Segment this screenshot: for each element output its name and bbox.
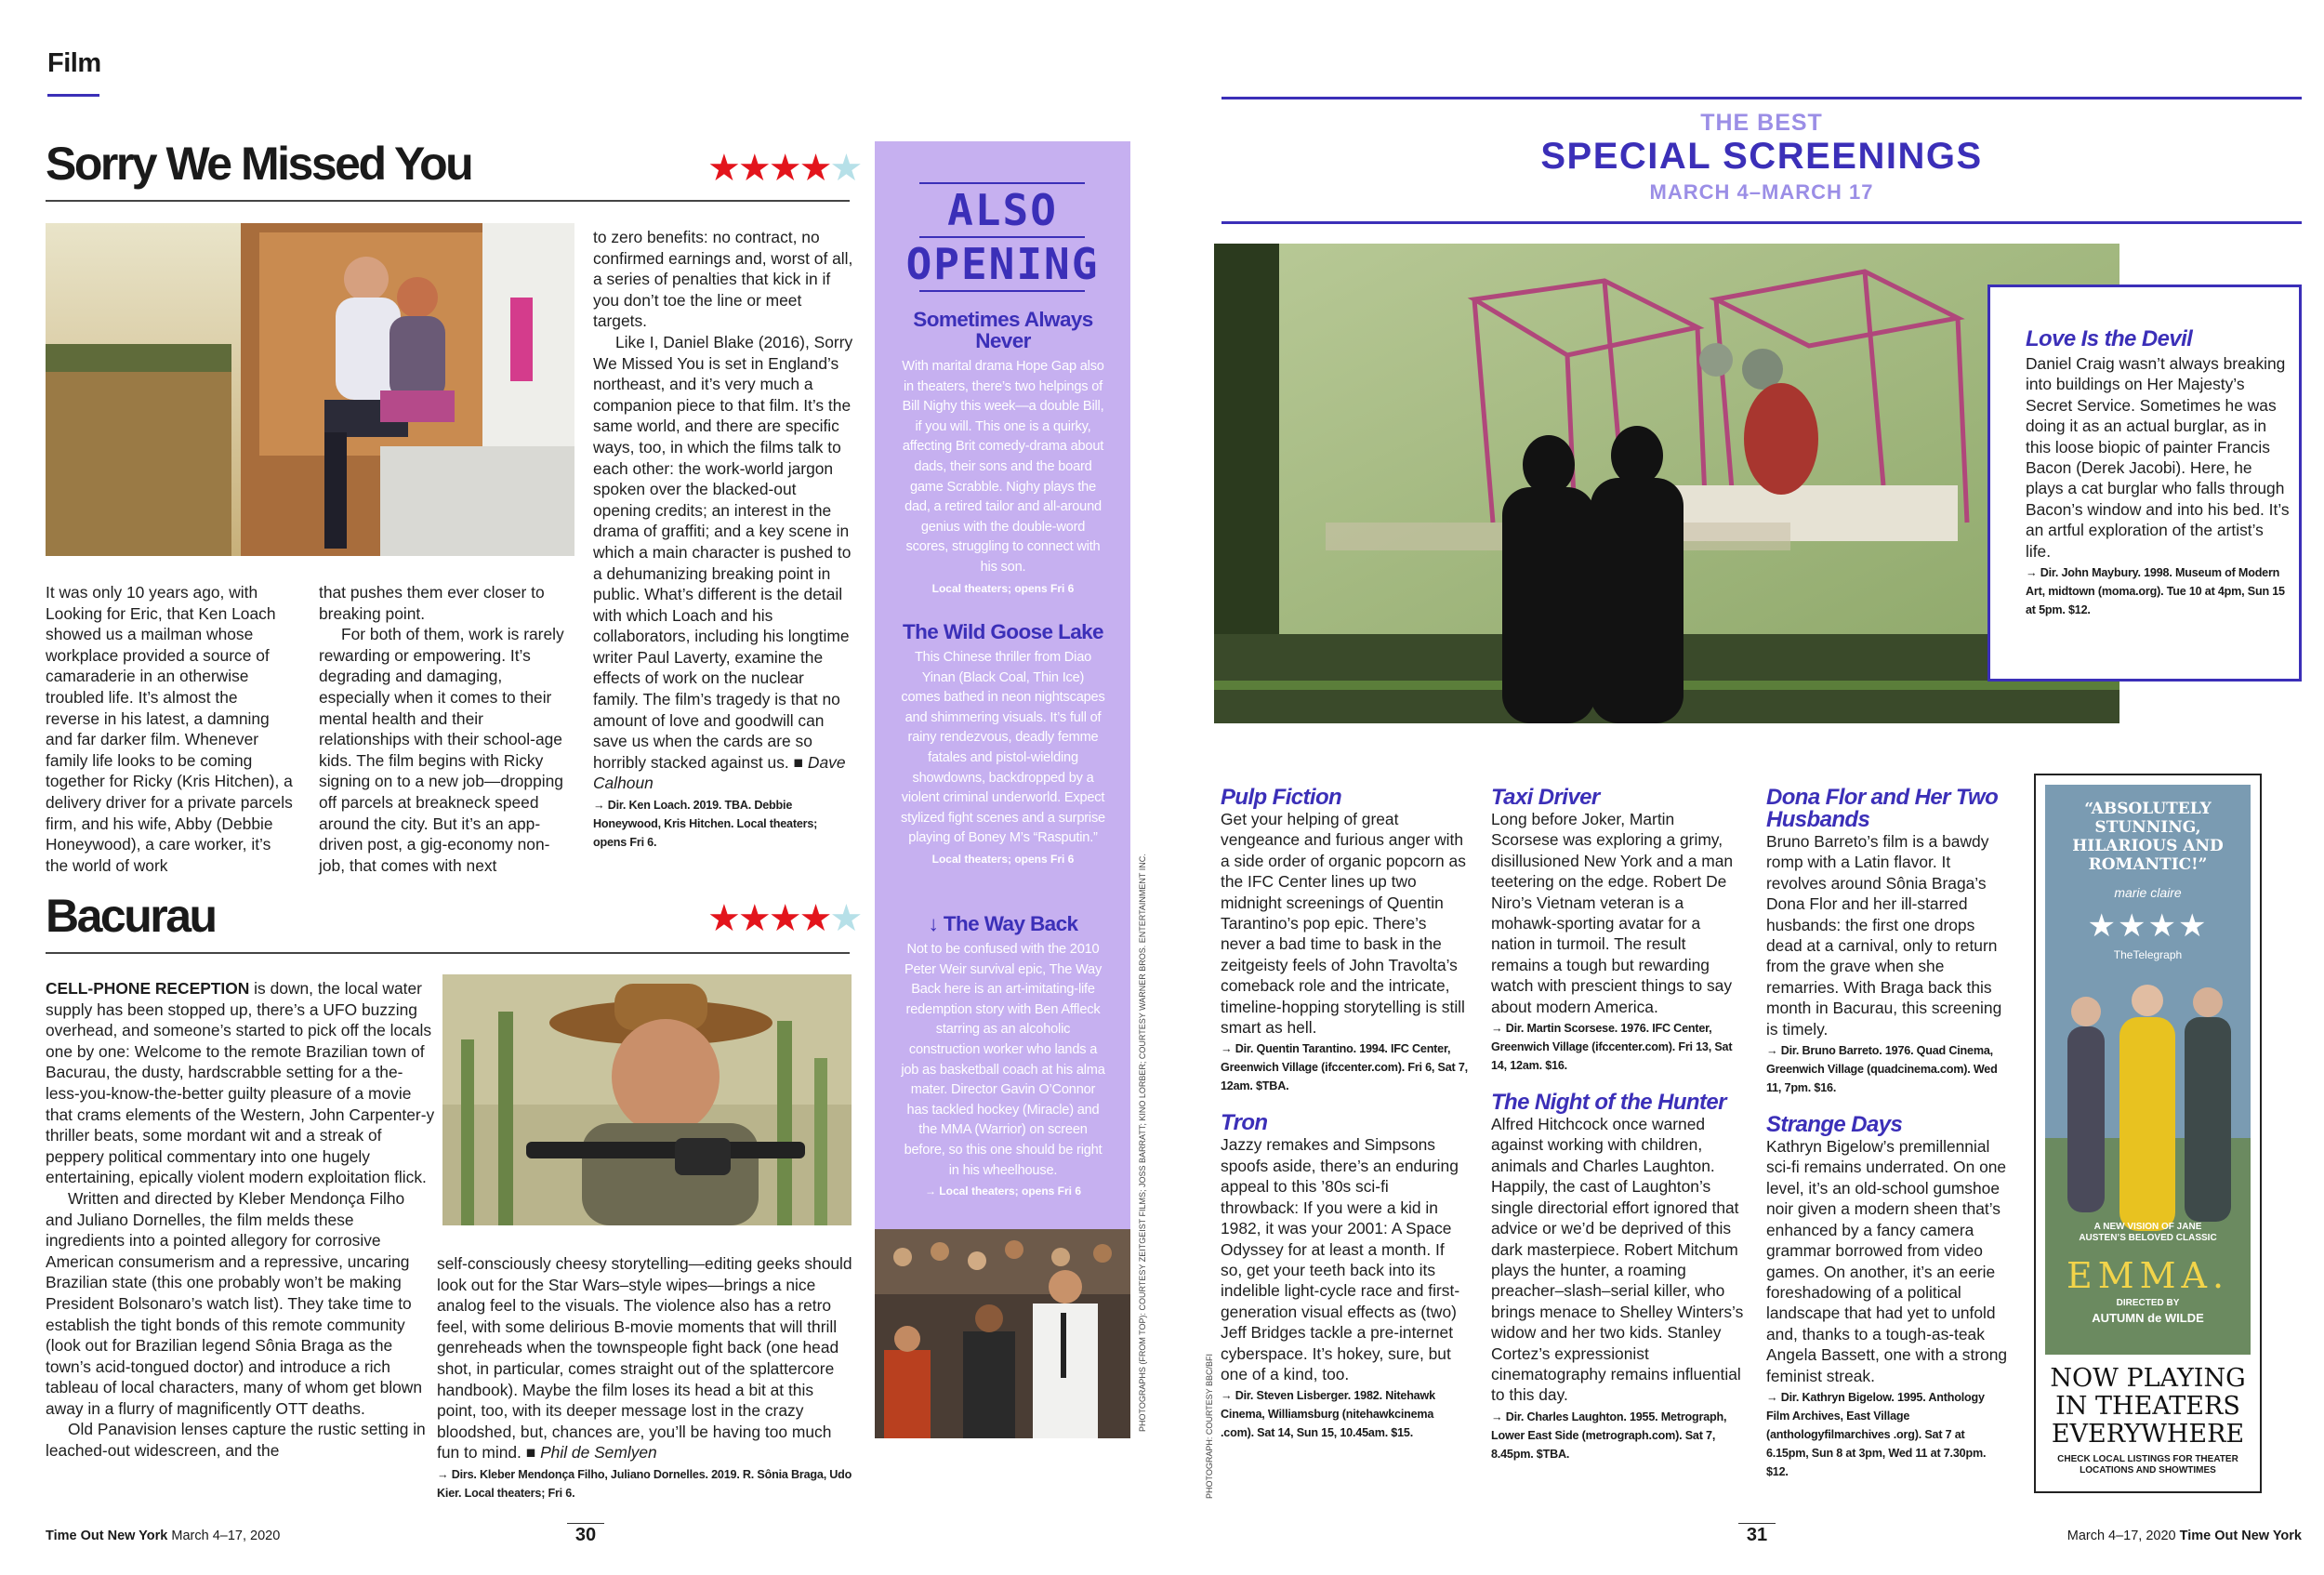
star-rating	[707, 900, 860, 937]
screening-text: Get your helping of great vengeance and furious anger with a side order of organic popcorn as the IFC Center lines up two midnight screenings of Quentin Tarantino’s pop epic. There’s never a bad time to bask in the zeitgeisty feels of John Travolta’s comeback role and the intricate, timeline-hopping storytelling is still smart as hell.	[1221, 810, 1466, 1038]
also-rule-bottom	[919, 290, 1085, 292]
ad-tagline: A NEW VISION OF JANE AUSTEN’S BELOVED CLASSIC	[2079, 1222, 2217, 1243]
page-number-rule	[567, 1523, 604, 1524]
also-item-credit: → Local theaters; opens Fri 6	[924, 1185, 1082, 1198]
screening-title: Strange Days	[1766, 1112, 1903, 1138]
star-icon: ★	[799, 898, 830, 939]
screening-title: The Night of the Hunter	[1491, 1090, 1726, 1116]
photo-credits: PHOTOGRAPHS (FROM TOP): COURTESY ZEITGEIST FILMS; JOSS BARRATT; KINO LORBER; COURTESY WARNER BROS. ENTERTAINMENT INC.	[1138, 854, 1147, 1432]
best-title: SPECIAL SCREENINGS	[1540, 136, 1983, 177]
header-rule-top	[1221, 97, 2302, 99]
footer-right	[2053, 1529, 2302, 1543]
also-heading-line1: ALSO	[947, 185, 1058, 235]
ad-poster	[2045, 785, 2251, 1355]
review-title-bacurau: Bacurau	[46, 890, 216, 942]
ad-stars-source: TheTelegraph	[2113, 948, 2183, 961]
screenings-column-3	[1766, 787, 2010, 1481]
review2-column-1	[46, 978, 436, 1462]
review1-col3-para: to zero benefits: no contract, no confirmed earnings and, worst of all, a series of penalties that kick in if you don’t toe the line or meet targets.	[593, 228, 853, 331]
also-item-title: The Wild Goose Lake	[903, 620, 1103, 643]
featured-title: Love Is the Devil	[2026, 326, 2193, 351]
screening-credit: → Dir. Steven Lisberger. 1982. Nitehawk Cinema, Williamsburg (nitehawkcinema .com). Sat 14, Sun 15, 10.45am. $15.	[1221, 1389, 1435, 1440]
also-item-title: Sometimes Always Never	[913, 308, 1093, 352]
photo-credit: PHOTOGRAPH: COURTESY BBC/BFI	[1205, 1353, 1214, 1499]
review1-col2-para: For both of them, work is rarely rewarding or empowering. It’s degrading and damaging, especially when it comes to their mental health and their relationships with their school-age kids. The film begins with Ricky signing on to a new job—dropping off parcels at breakneck speed around the city. But it’s an app-driven post, a gig-economy non-job, that comes with next	[319, 625, 564, 875]
ad-now-playing: NOW PLAYING IN THEATERS EVERYWHERE	[2050, 1364, 2246, 1449]
photo-bacurau-rifleman	[442, 974, 852, 1225]
featured-box	[1987, 285, 2302, 682]
review1-column-2	[319, 582, 572, 876]
star-icon: ★	[768, 898, 799, 939]
photo-van-couple	[46, 223, 574, 556]
screening-title: Tron	[1221, 1110, 1268, 1136]
byline: Phil de Semlyen	[540, 1443, 657, 1462]
review-title-sorry-we-missed-you: Sorry We Missed You	[46, 138, 472, 190]
star-icon: ★	[799, 148, 830, 189]
film-credit: → Dirs. Kleber Mendonça Filho, Juliano Dornelles. 2019. R. Sônia Braga, Udo Kier. Local theaters; Fri 6.	[437, 1467, 852, 1500]
screening-credit: → Dir. Quentin Tarantino. 1994. IFC Center, Greenwich Village (ifccenter.com). Fri 6, Sat 7, 12am. $TBA.	[1221, 1042, 1468, 1093]
footer-brand: Time Out New York	[46, 1529, 168, 1543]
best-kicker: THE BEST	[1700, 110, 1823, 136]
star-icon: ★	[707, 148, 738, 189]
photo-the-way-back	[875, 1229, 1130, 1438]
ad-stars: ★★★★	[2087, 908, 2209, 944]
review2-col2-para: self-consciously cheesy storytelling—editing geeks should look out for the Star Wars–style wipes—brings a nice analog feel to the visuals. The violence also has a retro feel, with some delirious B-movie moments that will thrill genreheads when the townspeople fight back (one head shot, in particular, comes straight out of the splattercore handbook). Maybe the film loses its head a bit at this point, too, with its deeper message lost in the crazy bloodshed, but, chances are, you’ll be having too much fun to mind. ■	[437, 1254, 852, 1462]
also-item-title-text: The Way Back	[943, 912, 1078, 935]
also-item	[901, 309, 1105, 599]
screening-text: Jazzy remakes and Simpsons spoofs aside, there’s an enduring appeal to this ’80s sci-fi throwback: If you were a kid in 1982, it was your 2001: A Space Odyssey for at least a month. If so, get your teeth back into its indelible light-cycle race and first-generation visual effects as (two) Jeff Bridges tackle a pre-internet cyberspace. It’s hokey, sure, but one of a kind, too.	[1221, 1135, 1460, 1383]
ad-quote: “ABSOLUTELY STUNNING, HILARIOUS AND ROMANTIC!”	[2072, 800, 2224, 874]
also-item-credit: Local theaters; opens Fri 6	[931, 581, 1075, 595]
screening-title: Taxi Driver	[1491, 785, 1600, 810]
screening-credit: → Dir. Charles Laughton. 1955. Metrograph, Lower East Side (metrograph.com). Sat 7, 8.45pm. $TBA.	[1491, 1410, 1727, 1461]
review2-column-2	[437, 1253, 853, 1502]
also-item-text: With marital drama Hope Gap also in theaters, there’s two helpings of Bill Nighy this week—a double Bill, if you will. This one is a quirky, affecting Brit comedy-drama about dads, their sons and the board game Scrabble. Nighy plays the dad, a retired tailor and all-around genius with the double-word scores, struggling to connect with his son.	[902, 359, 1104, 575]
arrow-down-icon: ↓	[928, 912, 939, 935]
star-rating	[707, 150, 860, 187]
review1-col1-para: It was only 10 years ago, with Looking for Eric, that Ken Loach showed us a mailman whose workplace provided a source of camaraderie in an otherwise troubled life. It’s almost the reverse in his latest, a damning and far darker film. Whenever family life looks to be coming together for Ricky (Kris Hitchen), a delivery driver for a private parcels firm, and his wife, Abby (Debbie Honeywood), a care worker, it’s the world of work	[46, 583, 293, 875]
section-label: Film	[47, 48, 101, 78]
review2-col1-para: is down, the local water supply has been stopped up, there’s a UFO buzzing overhead, and someone’s started to pick off the locals one by one: Welcome to the remote Brazilian town of Bacurau, the dusty, hardscrabble setting for a the-less-you-know-the-better guilty pleasure of a movie that crams elements of the Western, John Carpenter-y thriller beats, some mordant wit and a streak of peppery political commentary into one hugely entertaining, epically violent modern exploitation flick.	[46, 979, 435, 1187]
byline: Dave Calhoun	[593, 752, 846, 793]
star-icon: ★	[707, 898, 738, 939]
section-rule	[47, 94, 99, 97]
also-opening-panel	[875, 141, 1130, 1229]
screenings-column-1	[1221, 787, 1469, 1442]
screening-text: Long before Joker, Martin Scorsese was exploring a grimy, disillusioned New York and a man teetering on the edge. Robert De Niro’s Vietnam veteran is a mohawk-sporting avatar for a nation in turmoil. The result remains a tough but rewarding watch with prescient things to say about modern America.	[1491, 810, 1734, 1016]
footer-brand: Time Out New York	[2179, 1529, 2302, 1543]
screening-title: Pulp Fiction	[1221, 785, 1342, 810]
best-dates: MARCH 4–MARCH 17	[1649, 180, 1874, 204]
film-credit: → Dir. Ken Loach. 2019. TBA. Debbie Honeywood, Kris Hitchen. Local theaters; opens Fri 6.	[593, 799, 818, 850]
ad-director-label: DIRECTED BY	[2116, 1298, 2180, 1308]
screening-credit: → Dir. Bruno Barreto. 1976. Quad Cinema, Greenwich Village (quadcinema.com). Wed 11, 7pm. $16.	[1766, 1044, 1998, 1095]
also-item-text: Not to be confused with the 2010 Peter Weir survival epic, The Way Back here is an art-imitating-life redemption story with Ben Affleck starring as an alcoholic construction worker who lands a job as basketball coach at his alma mater. Director Gavin O’Connor has tackled hockey (Miracle) and the MMA (Warrior) on screen before, so this one should be right in his wheelhouse.	[901, 942, 1105, 1178]
review1-col2-para: that pushes them ever closer to breaking point.	[319, 583, 545, 623]
page-number: 30	[574, 1525, 597, 1545]
featured-text: Daniel Craig wasn’t always breaking into buildings on Her Majesty’s Secret Service. Sometimes he was doing it as an actual burglar, as in this loose biopic of painter Francis Bacon (Derek Jacobi). Here, he plays a cat burglar who falls through Bacon’s window and into his bed. It’s an artful exploration of the artist’s life.	[2026, 354, 2290, 561]
page-number-rule	[1738, 1523, 1776, 1524]
review2-col1-para: Old Panavision lenses capture the rustic setting in leached-out widescreen, and the	[46, 1420, 426, 1461]
review2-col1-para: Written and directed by Kleber Mendonça Filho and Juliano Dornelles, the film melds these ingredients into a pointed allegory for corrosive American consumerism and a repressive, uncaring Brazilian state (this one probably won’t be making President Bolsonaro’s watch list). They take time to establish the tight bonds of this remote community (look out for Brazilian legend Sônia Braga as the town’s acid-tongued doctor) and introduce a rich tableau of local characters, many of whom get blown away in a flurry of magnificently OTT deaths.	[46, 1188, 423, 1418]
ad-movie-title: EMMA.	[2066, 1255, 2230, 1296]
featured-credit: → Dir. John Maybury. 1998. Museum of Modern Art, midtown (moma.org). Tue 10 at 4pm, Sun 15 at 5pm. $12.	[2026, 566, 2285, 617]
ad-quote-source: marie claire	[2114, 885, 2182, 900]
also-item	[901, 913, 1105, 1201]
ad-fine-print: CHECK LOCAL LISTINGS FOR THEATER LOCATIONS AND SHOWTIMES	[2057, 1454, 2238, 1476]
page-number: 31	[1746, 1525, 1768, 1545]
star-icon: ★	[768, 148, 799, 189]
also-item-credit: Local theaters; opens Fri 6	[931, 852, 1075, 866]
lead-in: CELL-PHONE RECEPTION	[46, 979, 250, 998]
screening-credit: → Dir. Martin Scorsese. 1976. IFC Center, Greenwich Village (ifccenter.com). Fri 13, Sat 14, 12am. $16.	[1491, 1022, 1733, 1073]
also-item-text: This Chinese thriller from Diao Yinan (Black Coal, Thin Ice) comes bathed in neon nightscapes and shimmering visuals. It’s full of rainy rendezvous, deadly femme fatales and pistol-wielding showdowns, backdropped by a violent criminal underworld. Expect stylized fight scenes and a surprise playing of Boney M’s “Rasputin.”	[901, 650, 1105, 846]
screening-credit: → Dir. Kathryn Bigelow. 1995. Anthology Film Archives, East Village (anthologyfilmarchives .org). Sat 7 at 6.15pm, Sun 8 at 3pm, Wed 11 at 7.30pm. $12.	[1766, 1390, 1987, 1478]
screening-title: Dona Flor and Her Two Husbands	[1766, 785, 1999, 832]
photo-love-is-the-devil	[1214, 244, 2119, 723]
footer-date: March 4–17, 2020	[171, 1529, 281, 1543]
review1-col3-para: Like I, Daniel Blake (2016), Sorry We Missed You is set in England’s northeast, and it’s very much a companion piece to that film. It’s the same world, and there are specific ways, too, in which the films talk to each other: the work-world jargon spoken over the blacked-out opening credits; an interest in the drama of graffiti; and a key scene in which a main character is pushed to a dehumanizing breaking point in public. What’s different is the detail with which Loach and his collaborators, including his longtime writer Paul Laverty, examine the effects of work on the nuclear family. The film’s tragedy is that no amount of love and goodwill can save us when the cards are so horribly stacked against us. ■	[593, 332, 853, 772]
screening-text: Alfred Hitchcock once warned against working with children, animals and Charles Laughton. Happily, the cast of Laughton’s single directorial effort ignored that advice or we’d be deprived of this dark masterpiece. Robert Mitchum plays the hunter, a roaming preacher–slash–serial killer, who brings menace to Shelley Winters’s widow and her two kids. Stanley Cortez’s expressionist cinematography remains influential to this day.	[1491, 1115, 1744, 1405]
star-empty-icon: ★	[829, 148, 861, 189]
star-icon: ★	[737, 898, 769, 939]
also-item-title	[901, 913, 1105, 934]
footer-left	[46, 1529, 280, 1543]
featured-content	[2026, 328, 2291, 619]
emma-advertisement[interactable]	[2034, 774, 2262, 1493]
star-icon: ★	[737, 148, 769, 189]
screening-text: Kathryn Bigelow’s premillennial sci-fi remains underrated. On one level, it’s an old-school gumshoe noir given a modern sheen that’s enhanced by a fancy camera grammar borrowed from video games. On another, it’s an eerie foreshadowing of a political landscape that had yet to unfold and, thanks to a tough-as-teak Angela Bassett, one with a strong feminist streak.	[1766, 1137, 2008, 1385]
ad-director: AUTUMN de WILDE	[2092, 1311, 2204, 1325]
review1-column-1	[46, 582, 295, 876]
screenings-column-2	[1491, 787, 1744, 1463]
also-heading-line2: OPENING	[905, 239, 1100, 289]
header-rule-bottom	[1221, 221, 2302, 224]
also-item	[901, 621, 1105, 869]
star-empty-icon: ★	[829, 898, 861, 939]
footer-date: March 4–17, 2020	[2067, 1529, 2176, 1543]
title-rule	[46, 952, 850, 954]
screening-text: Bruno Barreto’s film is a bawdy romp with a Latin flavor. It revolves around Sônia Braga’s Dona Flor and her ill-starred husbands: the first one drops dead at a carnival, only to return from the grave when she remarries. With Braga back this month in Bacurau, this screening is timely.	[1766, 832, 2002, 1039]
title-rule	[46, 200, 850, 202]
review1-column-3	[593, 227, 853, 852]
